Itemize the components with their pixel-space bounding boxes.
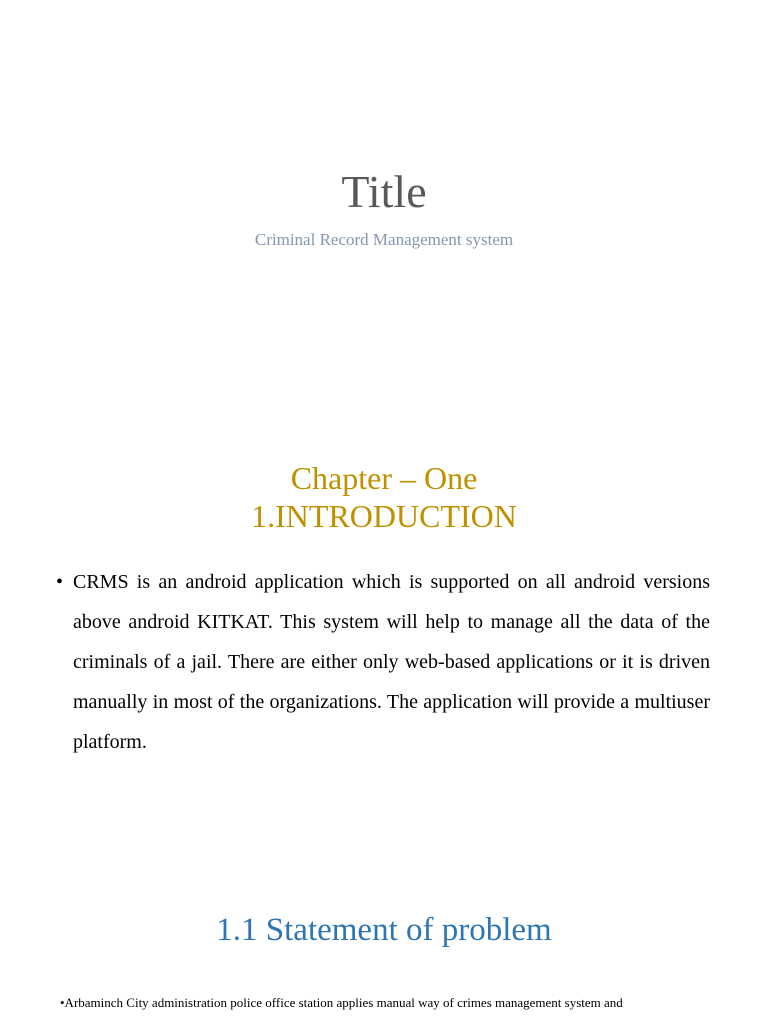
introduction-bullet bbox=[56, 562, 710, 762]
chapter-heading: Chapter – One bbox=[290, 460, 478, 496]
bullet-marker: • bbox=[56, 571, 64, 593]
problem-statement-text: •Arbaminch City administration police office station applies manual way of crimes management system and bbox=[60, 995, 623, 1010]
introduction-text: CRMS is an android application which is supported on all android versions above android KITKAT. This system will help to manage all the data of the criminals of a jail. There are either only web-based applications or it is driven manually in most of the organizations. The application will provide a multiuser platform. bbox=[73, 571, 710, 753]
slide-subtitle: Criminal Record Management system bbox=[254, 230, 514, 249]
slide-title: Title bbox=[341, 166, 427, 217]
introduction-heading: 1.INTRODUCTION bbox=[251, 498, 517, 534]
problem-statement-heading: 1.1 Statement of problem bbox=[216, 912, 552, 948]
